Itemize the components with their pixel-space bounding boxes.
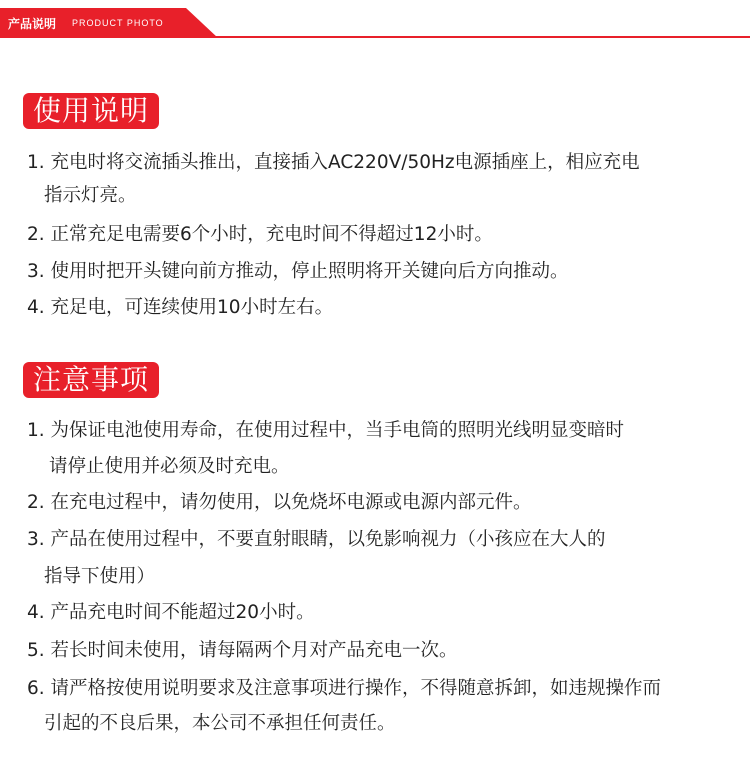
- notes-item-5: 5. 若长时间未使用，请每隔两个月对产品充电一次。: [27, 640, 458, 661]
- notes-item-4: 4. 产品充电时间不能超过20小时。: [27, 602, 315, 623]
- usage-item-1-line-1: 1. 充电时将交流插头推出，直接插入AC220V/50Hz电源插座上，相应充电: [27, 152, 640, 173]
- notes-item-3-line-1: 3. 产品在使用过程中，不要直射眼睛，以免影响视力（小孩应在大人的: [27, 529, 606, 550]
- usage-item-1-line-2: 指示灯亮。: [44, 185, 137, 206]
- notes-section-heading: 注意事项: [23, 362, 159, 398]
- banner-divider-line: [0, 36, 750, 38]
- usage-item-3: 3. 使用时把开头键向前方推动，停止照明将开关键向后方向推动。: [27, 261, 569, 282]
- notes-item-3-line-2: 指导下使用）: [44, 566, 156, 587]
- top-banner: [0, 0, 750, 40]
- notes-item-1-line-2: 请停止使用并必须及时充电。: [49, 456, 290, 477]
- banner-subtitle: PRODUCT PHOTO: [72, 18, 164, 28]
- notes-item-6-line-2: 引起的不良后果，本公司不承担任何责任。: [44, 713, 396, 734]
- banner-title: 产品说明: [8, 17, 57, 31]
- usage-item-4: 4. 充足电，可连续使用10小时左右。: [27, 297, 334, 318]
- usage-section-heading: 使用说明: [23, 93, 159, 129]
- notes-item-6-line-1: 6. 请严格按使用说明要求及注意事项进行操作，不得随意拆卸，如违规操作而: [27, 678, 662, 699]
- usage-item-2: 2. 正常充足电需要6个小时，充电时间不得超过12小时。: [27, 224, 493, 245]
- notes-item-2: 2. 在充电过程中，请勿使用，以免烧坏电源或电源内部元件。: [27, 492, 532, 513]
- notes-item-1-line-1: 1. 为保证电池使用寿命，在使用过程中，当手电筒的照明光线明显变暗时: [27, 420, 625, 441]
